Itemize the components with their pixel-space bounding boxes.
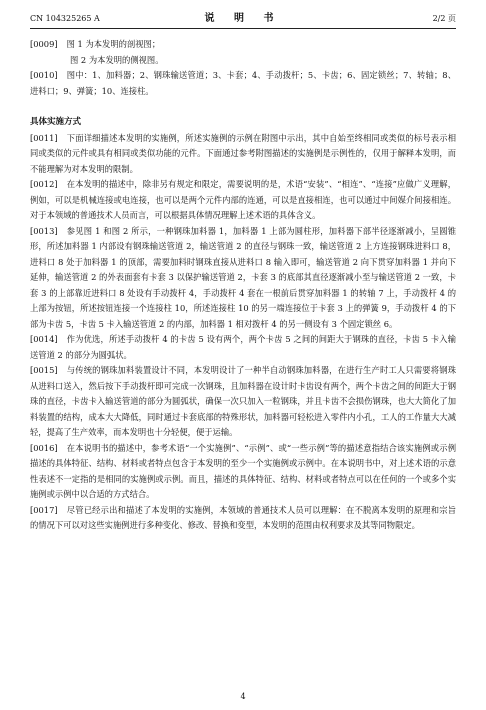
paragraph-text: 作为优选，所述手动拨杆 4 的卡齿 5 设有两个，两个卡齿 5 之间的间距大于钢珠的直径，卡齿 5 卡入输送管道 2 的部分为圆弧状。 <box>30 334 456 360</box>
document-body <box>30 37 456 534</box>
paragraph-0012 <box>30 177 456 224</box>
section-heading: 具体实施方式 <box>30 117 82 127</box>
paragraph-number: [0016] <box>30 442 58 453</box>
paragraph-0014 <box>30 332 456 363</box>
paragraph-text: 在本发明的描述中，除非另有规定和限定，需要说明的是，术语“安装”、“相连”、“连接”应做广义理解，例如，可以是机械连接或电连接，也可以是两个元件内部的连通，可以是直接相连，也可以通过中间媒介间接相连。对于本领域的普通技术人员而言，可以根据具体情况理解上述术语的具体含义。 <box>30 179 456 220</box>
paragraph-text: 图中：1、加料器；2、钢珠输送管道；3、卡套；4、手动拨杆；5、卡齿；6、固定锁丝；7、转轴；8、进料口；9、弹簧；10、连接柱。 <box>30 70 456 96</box>
document-title: 说 明 书 <box>204 13 282 24</box>
paragraph-0017 <box>30 503 456 534</box>
paragraph-number: [0011] <box>30 132 58 143</box>
page-indicator: 2/2 页 <box>432 14 456 23</box>
paragraph-0011 <box>30 131 456 178</box>
publication-number: CN 104325265 A <box>30 14 100 23</box>
paragraph-number: [0017] <box>30 504 58 515</box>
paragraph-number: [0012] <box>30 179 58 189</box>
paragraph-0013 <box>30 224 456 333</box>
paragraph-text: 图 1 为本发明的剖视图； <box>66 39 161 49</box>
paragraph-0009 <box>30 37 456 53</box>
paragraph-number: [0010] <box>30 70 58 80</box>
paragraph-text: 与传统的钢珠加料装置设计不同，本发明设计了一种半自动钢珠加料器，在进行生产时工人只需要将钢珠从进料口送入，然后按下手动拨杆即可完成一次钢珠，且加料器在设计时卡齿设有两个，两个卡齿之间的间距大于钢珠的直径，卡齿卡入输送管道的部分为圆弧状，确保一次只加入一粒钢珠，并且卡齿不会损伤钢珠，也大大简化了加料装置的结构，成本大大降低，同时通过卡套底部的特殊形状，加料器可轻松进入零件内小孔，工人的工作量大大减轻，提高了生产效率，而本发明也十分轻便，便于运输。 <box>30 365 456 437</box>
paragraph-text: 图 2 为本发明的侧视图。 <box>70 54 164 65</box>
paragraph-0009-continuation <box>30 53 456 69</box>
header-divider <box>30 28 456 29</box>
page-header <box>30 12 456 26</box>
paragraph-number: [0014] <box>30 334 58 344</box>
paragraph-number: [0015] <box>30 365 58 375</box>
page-number: 4 <box>240 692 246 701</box>
paragraph-0015 <box>30 363 456 441</box>
paragraph-0010 <box>30 68 456 99</box>
paragraph-number: [0009] <box>30 39 58 49</box>
paragraph-text: 尽管已经示出和描述了本发明的实施例，本领域的普通技术人员可以理解：在不脱离本发明的原理和宗旨的情况下可以对这些实施例进行多种变化、修改、替换和变型，本发明的范围由权利要求及其等同物限定。 <box>30 504 456 530</box>
paragraph-text: 参见图 1 和图 2 所示，一种钢珠加料器 1，加料器 1 上部为圆柱形，加料器下部半径逐渐减小，呈圆锥形，所述加料器 1 内部设有钢珠输送管道 2，输送管道 2 的直径与钢珠一致，输送管道 2 上方连接钢珠进料口 8，进料口 8 处于加料器 1 的顶部，需要加料时钢珠直接从进料口 8 输入即可，输送管道 2 向下贯穿加料器 1 并向下延伸，输送管道 2 的外表面套有卡套 3 以保护输送管道 2，卡套 3 的底部其直径逐渐减小至与输送管道 2 一致，卡套 3 的上部靠近进料口 8 处设有手动拨杆 4，手动拨杆 4 套在一根前后贯穿加料器 1 的转轴 7 上，手动拨杆 4 的上部为按钮，所述按钮连接一个连接柱 10，所述连接柱 10 的另一端连接位于卡套 3 上的弹簧 9，手动拨杆 4 的下部为卡齿 5，卡齿 5 卡入输送管道 2 的内部，加料器 1 相对拨杆 4 的另一侧设有 3 个固定锁丝 6。 <box>30 225 456 329</box>
paragraph-number: [0013] <box>30 225 58 236</box>
paragraph-text: 在本说明书的描述中，参考术语“一个实施例”、“示例”、或“一些示例”等的描述意指结合该实施例或示例描述的具体特征、结构、材料或者特点包含于本发明的至少一个实施例或示例中。在本说明书中，对上述术语的示意性表述不一定指的是相同的实施例或示例。而且，描述的具体特征、结构、材料或者特点可以在任何的一个或多个实施例或示例中以合适的方式结合。 <box>30 442 456 499</box>
paragraph-0016 <box>30 441 456 503</box>
page-footer <box>0 692 486 701</box>
paragraph-text: 下面详细描述本发明的实施例，所述实施例的示例在附图中示出，其中自始至终相同或类似的标号表示相同或类似的元件或具有相同或类似功能的元件。下面通过参考附图描述的实施例是示例性的，仅用于解释本发明，而不能理解为对本发明的限制。 <box>30 132 456 174</box>
